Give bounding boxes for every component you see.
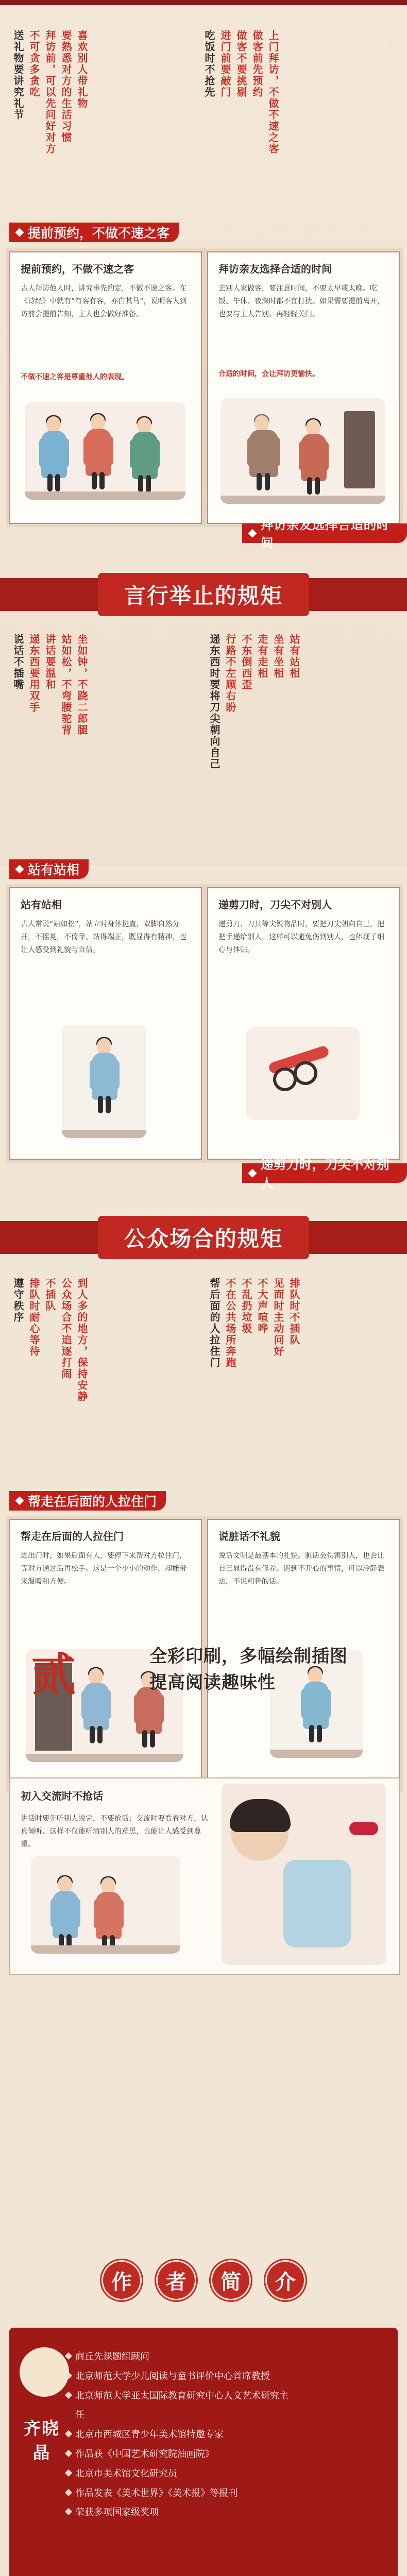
feature-slogan-line-1: 全彩印刷，多幅绘制插图	[149, 1646, 348, 1667]
accent-icon	[349, 1822, 378, 1835]
visit-paper-right-title: 拜访亲友选择合适的时间	[218, 263, 332, 275]
visit-right-col-1: 上门拜访，不做不速之客	[267, 30, 279, 155]
public-left-col-5: 遵守秩序	[12, 1278, 24, 1323]
visit-bottom-label	[242, 517, 407, 551]
visit-right-col-5: 吃饭时不抢先	[203, 30, 215, 98]
visit-left-columns	[12, 30, 87, 200]
feature-right-scene	[222, 1784, 386, 1965]
visit-bottom-label-text: 拜访亲友选择合适的时间	[260, 517, 389, 551]
authors-title-char-2: 者	[158, 2262, 195, 2299]
bullet-icon	[65, 2352, 72, 2360]
speech-right-col-4: 不东倒西歪	[240, 634, 252, 690]
speech-right-columns	[209, 634, 299, 804]
visit-left-col-4: 不可贪多贪吃	[28, 30, 40, 98]
visit-right-col-2: 做客前先预约	[251, 30, 263, 98]
author-1-list	[66, 2347, 290, 2522]
visit-right-col-3: 做客不要挑剔	[235, 30, 247, 98]
hair-icon	[230, 1799, 291, 1832]
author-1-item	[66, 2367, 290, 2386]
bullet-icon	[65, 2469, 72, 2477]
bullet-icon	[65, 2430, 72, 2437]
visit-paper-right-highlight-text: 合适的时间，会让拜访更愉快。	[218, 370, 319, 378]
author-1-item	[66, 2347, 290, 2367]
authors-title-char-1: 作	[103, 2262, 140, 2299]
visit-paper-left	[9, 251, 202, 524]
public-left-col-1: 到人多的地方，保持安静	[76, 1278, 88, 1402]
bullet-icon	[65, 2372, 72, 2379]
visit-right-col-4: 进门前要敲门	[219, 30, 231, 98]
speech-header-strip	[0, 578, 407, 611]
public-paper-left-text: 进出门时，如果后面有人，要停下来帮对方拉住门，等对方通过后再松手。这是一个小小的动作，却能带来温暖和方便。	[21, 1552, 186, 1586]
public-left-columns	[12, 1278, 87, 1448]
author-1-item	[66, 2503, 290, 2522]
public-right-col-4: 不乱扔垃圾	[240, 1278, 252, 1334]
speech-paper-right-text: 递剪刀、刀具等尖锐物品时，要把刀尖朝向自己，把把手递给别人，这样可以避免伤到别人，也体现了细心与体贴。	[218, 920, 384, 955]
author-1-item-text: 北京师范大学亚太国际教育研究中心人文艺术研究主任	[75, 2390, 289, 2421]
diamond-icon	[248, 529, 257, 538]
speech-title-banner: 言行举止的规矩	[98, 573, 309, 616]
feature-preview-title: 初入交流时不抢话	[21, 1790, 103, 1802]
top-divider	[0, 0, 407, 5]
author-1-item-text: 荣获多项国家级奖项	[75, 2507, 159, 2518]
speech-top-label	[9, 859, 89, 879]
visit-paper-right-text: 去别人家做客，要注意时间，不要太早或太晚。吃饭、午休、夜深时都不宜打扰。如果需要提前离开，也要与主人告别，再轻轻关门。	[218, 284, 384, 319]
public-paper-left-title: 帮走在后面的人拉住门	[21, 1530, 124, 1543]
diamond-icon	[15, 228, 24, 237]
speech-right-col-6: 递东西时要将刀尖朝向自己	[208, 634, 221, 770]
door-icon	[344, 411, 375, 488]
feature-slogan-line-2: 提高阅读趣味性	[149, 1672, 276, 1693]
speech-right-col-5: 行路不左顾右盼	[224, 634, 236, 713]
public-left-col-4: 排队时耐心等待	[28, 1278, 40, 1357]
speech-right-col-3: 走有走相	[256, 634, 268, 679]
visit-right-columns	[204, 30, 278, 200]
diamond-icon	[248, 1169, 257, 1178]
speech-right-col-1: 站有站相	[288, 634, 300, 679]
robe-icon	[283, 1860, 351, 1947]
visit-paper-right	[207, 251, 400, 524]
public-right-col-5: 不在公共场所奔跑	[224, 1278, 236, 1368]
author-1-item-text: 作品发表《美术世界》《美术报》等报刊	[75, 2487, 238, 2499]
visit-scene-left	[25, 402, 185, 500]
author-1-item	[66, 2386, 290, 2426]
feature-number-char: 贰	[31, 1649, 76, 1701]
visit-paper-left-highlight-text: 不做不速之客是尊重他人的表现。	[21, 373, 129, 381]
visit-scene-right	[221, 398, 385, 504]
feature-book-preview	[9, 1777, 400, 1975]
author-1-item	[66, 2484, 290, 2503]
public-right-col-3: 不大声喧哗	[256, 1278, 268, 1334]
bullet-icon	[65, 2489, 72, 2496]
feature-slogan	[149, 1643, 348, 1696]
author-1-item-text: 北京市西城区青少年美术馆特邀专家	[75, 2429, 224, 2441]
speech-left-col-4: 递东西要用双手	[28, 634, 40, 713]
visit-paper-right-highlight	[218, 368, 388, 381]
public-title-banner: 公众场合的规矩	[98, 1216, 309, 1259]
handle-icon	[294, 1061, 317, 1085]
public-right-col-2: 见面时主动问好	[272, 1278, 284, 1357]
author-1-item-text: 商丘先课题组顾问	[75, 2351, 149, 2362]
speech-left-col-3: 讲话要温和	[44, 634, 56, 690]
visit-left-col-3: 拜访前，可以先问好对方	[44, 30, 56, 155]
speech-paper-left-text: 古人常说“站如松”，站立时身体挺直，双脚自然分开，不摇晃，不倚靠。站得端正，既显得有精神，也让人感受到礼貌与自信。	[21, 920, 186, 955]
public-top-label	[9, 1491, 166, 1511]
public-top-label-text: 帮走在后面的人拉住门	[28, 1494, 157, 1509]
visit-paper-left-text: 古人拜访他人时，讲究事先约定，不做不速之客。在《诗经》中就有“有客有客，亦白其马”，说明客人到访前会提前告知，主人也会做好准备。	[21, 284, 187, 319]
bullet-icon	[65, 2392, 72, 2399]
speech-paper-left-title: 站有站相	[21, 899, 62, 911]
author-avatar-icon	[20, 2347, 69, 2397]
author-1-item-text: 北京师范大学少儿阅读与童书评价中心首席教授	[75, 2370, 270, 2382]
public-header-strip	[0, 1221, 407, 1254]
speech-paper-right	[207, 887, 400, 1160]
speech-scene-left	[62, 1025, 146, 1138]
handle-icon	[273, 1067, 297, 1091]
speech-bottom-label-text: 递剪刀时，刀尖不对别人	[260, 1157, 389, 1191]
bullet-icon	[65, 2450, 72, 2457]
feature-preview-text: 讲话时要先听别人说完，不要抢话；交流时要看着对方，认真倾听。这样不仅能听清别人的意思，也能让人感受到尊重。	[21, 1815, 208, 1849]
visit-top-label-text: 提前预约，不做不速之客	[28, 226, 170, 241]
author-1-item	[66, 2425, 290, 2445]
feature-left-scene	[31, 1856, 180, 1954]
visit-paper-left-title: 提前预约，不做不速之客	[21, 263, 134, 275]
speech-left-columns	[12, 634, 87, 804]
speech-top-label-text: 站有站相	[28, 862, 80, 877]
public-left-col-2: 公众场合不追逐打闹	[60, 1278, 72, 1380]
authors-panel	[9, 2328, 398, 2576]
speech-right-col-2: 坐有坐相	[272, 634, 284, 679]
speech-left-col-5: 说话不插嘴	[12, 634, 24, 690]
speech-paper-left	[9, 887, 202, 1160]
speech-left-col-2: 站如松，不弯腰驼背	[60, 634, 72, 736]
visit-left-col-5: 送礼物要讲究礼节	[12, 30, 24, 121]
visit-top-label	[9, 223, 179, 242]
speech-bottom-label	[242, 1157, 407, 1191]
public-paper-right-title: 说脏话不礼貌	[218, 1530, 280, 1543]
visit-left-col-2: 要熟悉对方的生活习惯	[60, 30, 72, 143]
public-right-columns	[209, 1278, 299, 1448]
diamond-icon	[15, 1497, 24, 1505]
speech-paper-right-title: 递剪刀时，刀尖不对别人	[218, 899, 332, 911]
public-paper-right-text: 说话文明是最基本的礼貌。脏话会伤害别人，也会让自己显得没有修养。遇到不开心的事情，可以冷静表达，不说粗鲁的话。	[218, 1552, 384, 1586]
public-right-col-1: 排队时不插队	[288, 1278, 300, 1346]
visit-left-col-1: 喜欢别人带礼物	[76, 30, 88, 109]
authors-title-char-3: 简	[212, 2262, 249, 2299]
speech-scene-right	[246, 1027, 360, 1120]
author-1-item	[66, 2445, 290, 2464]
authors-title-char-4: 介	[267, 2262, 304, 2299]
author-1-name: 齐晓晶	[24, 2418, 60, 2463]
public-left-col-3: 不插队	[44, 1278, 56, 1312]
authors-title	[103, 2262, 304, 2299]
author-1-item-text: 北京市美术馆文化研究员	[75, 2468, 177, 2479]
author-1-item-text: 作品获《中国艺术研究院油画院》	[75, 2448, 214, 2460]
bullet-icon	[65, 2508, 72, 2515]
author-1-item	[66, 2464, 290, 2484]
speech-left-col-1: 坐如钟，不跷二郎腿	[76, 634, 88, 736]
visit-paper-left-highlight	[21, 371, 191, 384]
diamond-icon	[15, 865, 24, 874]
public-right-col-6: 帮后面的人拉住门	[208, 1278, 221, 1368]
